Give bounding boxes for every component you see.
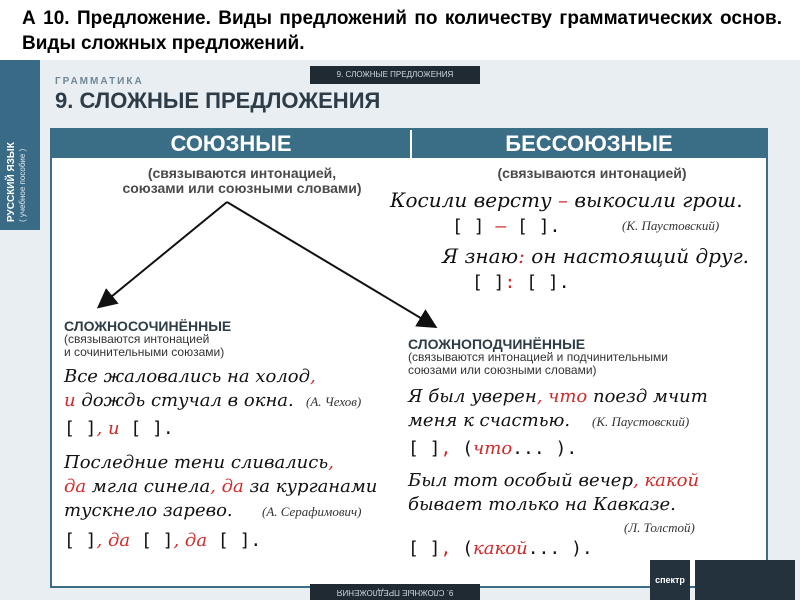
schema-conjunction: что: [473, 438, 513, 459]
sochinennye-author-1: (А. Чехов): [306, 394, 362, 409]
side-label: [6, 62, 27, 222]
ex-conjunction: , что: [536, 386, 588, 407]
podchinennye-schema-1: [408, 438, 577, 459]
ex-punct: –: [557, 188, 568, 212]
schema-part: ... ).: [512, 438, 578, 459]
publisher-info: [695, 560, 795, 600]
header-bessoyuznye: БЕССОЮЗНЫЕ: [505, 131, 673, 156]
sochinennye-ex1-line1: [64, 366, 316, 387]
ex-punct: :: [518, 244, 525, 268]
ex-conjunction: , да: [210, 476, 244, 497]
bessoyuznye-example-1: [390, 188, 743, 212]
schema-punct: –: [495, 216, 507, 237]
ex-text: Все жаловались на холод: [64, 366, 311, 387]
podchinennye-ex1-line1: [408, 386, 708, 407]
ex-text: Косили версту: [390, 188, 558, 212]
header-soyuznye: СОЮЗНЫЕ: [170, 131, 292, 156]
schema-conjunction: какой: [473, 538, 528, 559]
bessoyuznye-author-1: (К. Паустовский): [622, 218, 720, 233]
schema-part: ... ).: [527, 538, 593, 559]
podchinennye-author-2: (Л. Толстой): [624, 520, 695, 535]
ex-text: Я был уверен: [408, 386, 537, 407]
ex-conjunction: да: [64, 476, 87, 497]
sochinennye-title: СЛОЖНОСОЧИНЁННЫЕ: [64, 318, 232, 334]
schema-conjunction: , да: [173, 530, 208, 551]
grammar-poster: [0, 60, 800, 600]
slide-title: А 10. Предложение. Виды предложений по количеству грамматических основ. Виды сложных предложений.: [22, 8, 782, 54]
sochinennye-schema-1: [64, 418, 174, 439]
schema-part: [ ].: [119, 418, 174, 439]
schema-part: [ ]: [408, 538, 441, 559]
ex-text: он настоящий друг.: [524, 244, 750, 268]
ex-punct: ,: [328, 452, 334, 473]
schema-conjunction: , и: [96, 418, 120, 439]
ex-conjunction: и: [64, 390, 76, 411]
sochinennye-ex2-line3: тускнело зарево.: [64, 500, 233, 521]
schema-part: [ ]: [408, 438, 441, 459]
podchinennye-note-line1: (связываются интонацией и подчинительными: [408, 350, 668, 364]
top-tab: 9. СЛОЖНЫЕ ПРЕДЛОЖЕНИЯ: [310, 66, 480, 84]
sochinennye-ex2-line1: [64, 452, 334, 473]
arrow-to-sochinennye: [100, 202, 227, 306]
ex-punct: ,: [310, 366, 316, 387]
schema-punct: :: [504, 272, 516, 293]
side-label-text: РУССКИЙ ЯЗЫК: [6, 142, 17, 222]
schema-part: [ ]: [452, 216, 496, 237]
sochinennye-ex2-line2: [64, 476, 377, 497]
side-sublabel: ( учебное пособие ): [18, 148, 27, 222]
sochinennye-schema-2: [64, 530, 261, 551]
schema-part: [ ].: [515, 272, 570, 293]
soyuznye-note-line2: союзами или союзными словами): [122, 180, 362, 196]
sochinennye-ex1-line2: [64, 390, 294, 411]
poster-subject: ГРАММАТИКА: [55, 76, 144, 87]
content-panel: [50, 128, 768, 588]
podchinennye-schema-2: [408, 538, 593, 559]
sochinennye-note-line1: (связываются интонацией: [64, 332, 210, 346]
bessoyuznye-schema-1: [452, 216, 560, 237]
ex-text: поезд мчит: [587, 386, 708, 407]
ex-text: выкосили грош.: [567, 188, 743, 212]
publisher-logo: спектр: [650, 560, 690, 600]
podchinennye-note: [408, 351, 668, 377]
schema-part: (: [451, 438, 474, 459]
schema-part: [ ]: [64, 530, 97, 551]
podchinennye-title: СЛОЖНОПОДЧИНЁННЫЕ: [408, 336, 586, 352]
sochinennye-note-line2: и сочинительными союзами): [64, 345, 225, 359]
podchinennye-ex1-line2: меня к счастью.: [408, 410, 571, 431]
ex-text: за курганами: [243, 476, 378, 497]
ex-text: Последние тени сливались: [64, 452, 329, 473]
ex-text: Я знаю: [442, 244, 519, 268]
sochinennye-note: [64, 333, 224, 359]
schema-part: [ ]: [472, 272, 505, 293]
schema-punct: ,: [440, 538, 452, 559]
schema-part: [ ].: [506, 216, 561, 237]
podchinennye-author-1: (К. Паустовский): [592, 414, 690, 429]
bottom-tab: 9. СЛОЖНЫЕ ПРЕДЛОЖЕНИЯ: [310, 584, 480, 600]
poster-title: 9. СЛОЖНЫЕ ПРЕДЛОЖЕНИЯ: [55, 88, 381, 113]
ex-text: дождь стучал в окна.: [75, 390, 294, 411]
schema-part: (: [451, 538, 474, 559]
bessoyuznye-example-2: [442, 244, 749, 268]
ex-text: Был тот особый вечер: [408, 470, 633, 491]
podchinennye-note-line2: союзами или союзными словами): [408, 363, 597, 377]
schema-part: [ ].: [207, 530, 262, 551]
sochinennye-author-2: (А. Серафимович): [262, 504, 362, 519]
schema-punct: ,: [440, 438, 452, 459]
bessoyuznye-note: (связываются интонацией): [497, 165, 687, 181]
schema-part: [ ]: [64, 418, 97, 439]
podchinennye-ex2-line1: [408, 470, 699, 491]
schema-conjunction: , да: [96, 530, 131, 551]
ex-conjunction: , какой: [632, 470, 700, 491]
soyuznye-note-line1: (связываются интонацией,: [147, 165, 337, 181]
arrow-to-podchinennye: [227, 202, 434, 326]
podchinennye-ex2-line2: бывает только на Кавказе.: [408, 494, 676, 515]
bessoyuznye-schema-2: [472, 272, 570, 293]
ex-text: мгла синела: [86, 476, 211, 497]
schema-part: [ ]: [130, 530, 174, 551]
